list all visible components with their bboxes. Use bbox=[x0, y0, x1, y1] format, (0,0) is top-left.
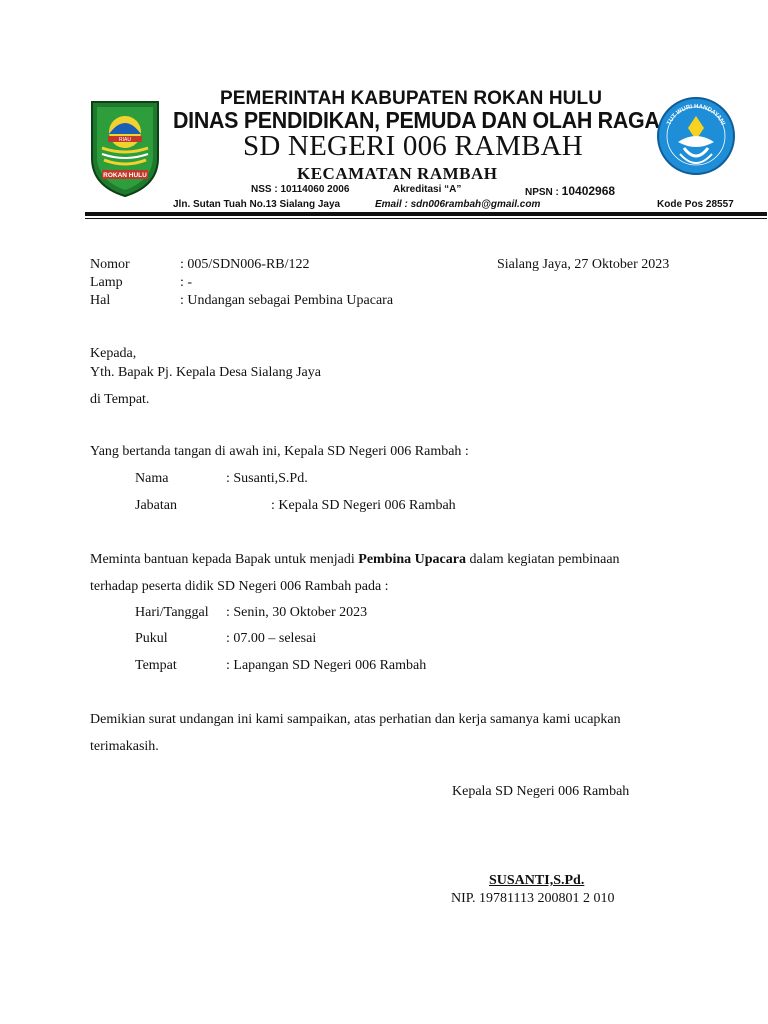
closing-line1: Demikian surat undangan ini kami sampaikan, atas perhatian dan kerja samanya kami ucapkan bbox=[90, 712, 621, 727]
npsn-label: NPSN : bbox=[525, 187, 562, 198]
rokan-hulu-emblem-icon bbox=[88, 98, 162, 198]
intro-text: Yang bertanda tangan di awah ini, Kepala SD Negeri 006 Rambah : bbox=[90, 444, 469, 459]
hal-value: : Undangan sebagai Pembina Upacara bbox=[180, 293, 394, 308]
school-name: SD NEGERI 006 RAMBAH bbox=[243, 130, 583, 162]
signatory-nip: NIP. 19781113 200801 2 010 bbox=[451, 891, 615, 906]
logo-left-text: ROKAN HULU bbox=[103, 172, 147, 179]
hal-label: Hal bbox=[90, 293, 111, 308]
request-text-pre: Meminta bantuan kepada Bapak untuk menjadi bbox=[90, 552, 359, 567]
header-rule-thick bbox=[85, 212, 767, 216]
request-role: Pembina Upacara bbox=[358, 552, 466, 567]
jabatan-label: Jabatan bbox=[135, 498, 177, 513]
jabatan-value: : Kepala SD Negeri 006 Rambah bbox=[271, 498, 456, 513]
postal-code: Kode Pos 28557 bbox=[657, 199, 734, 210]
recipient-name: Yth. Bapak Pj. Kepala Desa Sialang Jaya bbox=[90, 365, 321, 380]
tempat-label: Tempat bbox=[135, 658, 177, 673]
nomor-label: Nomor bbox=[90, 257, 130, 272]
lamp-label: Lamp bbox=[90, 275, 123, 290]
nss-number: NSS : 10114060 2006 bbox=[251, 184, 350, 195]
nama-value: : Susanti,S.Pd. bbox=[226, 471, 308, 486]
government-line: PEMERINTAH KABUPATEN ROKAN HULU bbox=[220, 88, 603, 109]
logo-right-text: TUT WURI HANDAYANI bbox=[666, 103, 726, 127]
pukul-value: : 07.00 – selesai bbox=[226, 631, 317, 646]
tempat-value: : Lapangan SD Negeri 006 Rambah bbox=[226, 658, 427, 673]
npsn-value: 10402968 bbox=[561, 184, 616, 198]
hari-value: : Senin, 30 Oktober 2023 bbox=[226, 605, 368, 620]
request-paragraph bbox=[90, 552, 620, 568]
recipient-greeting: Kepada, bbox=[90, 346, 137, 361]
header-rule-thin bbox=[85, 218, 767, 219]
pukul-label: Pukul bbox=[135, 631, 168, 646]
svg-text:RIAU: RIAU bbox=[119, 137, 131, 143]
place-date: Sialang Jaya, 27 Oktober 2023 bbox=[497, 257, 670, 272]
signatory-title: Kepala SD Negeri 006 Rambah bbox=[452, 784, 630, 799]
nomor-value: : 005/SDN006-RB/122 bbox=[180, 257, 310, 272]
accreditation: Akreditasi “A” bbox=[393, 184, 462, 195]
tut-wuri-handayani-logo-icon bbox=[656, 94, 736, 184]
npsn bbox=[525, 184, 615, 198]
hari-label: Hari/Tanggal bbox=[135, 605, 209, 620]
lamp-value: : - bbox=[180, 275, 193, 290]
district-name: KECAMATAN RAMBAH bbox=[297, 164, 498, 183]
nama-label: Nama bbox=[135, 471, 169, 486]
department-line: DINAS PENDIDIKAN, PEMUDA DAN OLAH RAGA bbox=[173, 107, 660, 133]
closing-line2: terimakasih. bbox=[90, 739, 159, 754]
request-text-post: dalam kegiatan pembinaan bbox=[465, 552, 620, 567]
school-address: Jln. Sutan Tuah No.13 Sialang Jaya bbox=[173, 199, 341, 210]
recipient-location: di Tempat. bbox=[90, 392, 150, 407]
signatory-name: SUSANTI,S.Pd. bbox=[489, 873, 585, 888]
school-email: Email : sdn006rambah@gmail.com bbox=[375, 199, 541, 210]
request-line2: terhadap peserta didik SD Negeri 006 Rambah pada : bbox=[90, 579, 389, 594]
